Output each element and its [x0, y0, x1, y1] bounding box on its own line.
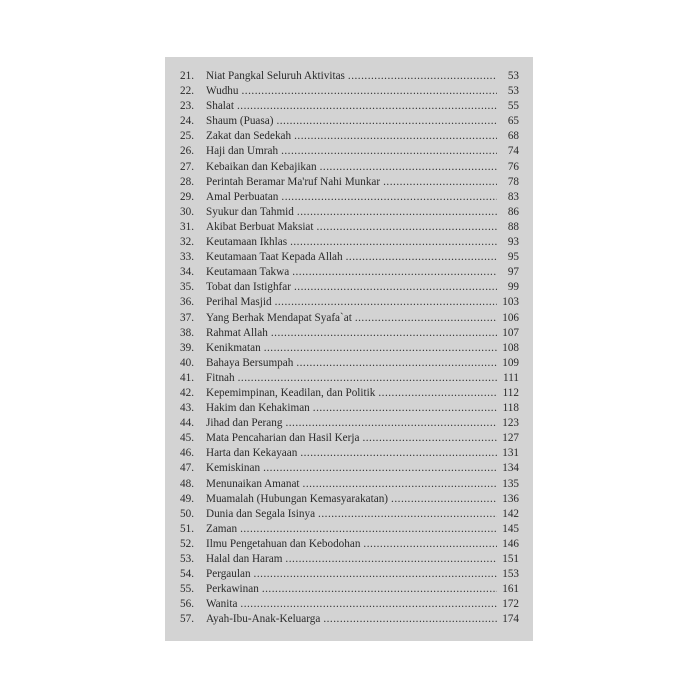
- toc-entry: [180, 160, 519, 175]
- toc-entry-title: Keutamaan Takwa: [206, 266, 290, 279]
- toc-entry-number: 50.: [180, 507, 194, 520]
- toc-entry: [180, 582, 519, 597]
- dot-leader: [320, 160, 497, 175]
- dot-leader: [294, 129, 497, 144]
- toc-entry: [180, 69, 519, 84]
- toc-entry-number: 42.: [180, 386, 194, 399]
- toc-entry-number: 37.: [180, 311, 194, 324]
- toc-entry: [180, 129, 519, 144]
- toc-entry-page-number: 123: [502, 417, 519, 430]
- toc-entry-title: Dunia dan Segala Isinya: [206, 507, 316, 520]
- toc-entry-page-number: 135: [502, 477, 519, 490]
- toc-entry-page-number: 55: [507, 100, 519, 113]
- toc-entry-page-number: 97: [507, 266, 519, 279]
- toc-entry-title: Menunaikan Amanat: [206, 477, 300, 490]
- dot-leader: [391, 492, 497, 507]
- toc-entry-page-number: 106: [502, 311, 519, 324]
- toc-entry-title: Fitnah: [206, 371, 235, 384]
- toc-entry-page-number: 95: [507, 251, 519, 264]
- toc-entry-page-number: 107: [502, 326, 519, 339]
- toc-entry-title: Kebaikan dan Kebajikan: [206, 160, 317, 173]
- dot-leader: [276, 114, 497, 129]
- toc-entry-number: 52.: [180, 537, 194, 550]
- toc-entry-title: Ilmu Pengetahuan dan Kebodohan: [206, 537, 361, 550]
- toc-entry-number: 23.: [180, 100, 194, 113]
- toc-entry: [180, 446, 519, 461]
- toc-entry-page-number: 78: [507, 175, 519, 188]
- toc-entry-page-number: 142: [502, 507, 519, 520]
- toc-entry-title: Jihad dan Perang: [206, 417, 283, 430]
- toc-entry-title: Wanita: [206, 598, 238, 611]
- dot-leader: [383, 175, 497, 190]
- toc-entry-number: 28.: [180, 175, 194, 188]
- toc-entry: [180, 507, 519, 522]
- toc-entry-title: Hakim dan Kehakiman: [206, 402, 310, 415]
- dot-leader: [323, 612, 497, 627]
- dot-leader: [285, 416, 497, 431]
- toc-entry-number: 22.: [180, 85, 194, 98]
- toc-entry-page-number: 134: [502, 462, 519, 475]
- toc-entry-page-number: 53: [507, 85, 519, 98]
- toc-entry-title: Kepemimpinan, Keadilan, dan Politik: [206, 386, 376, 399]
- toc-entry: [180, 567, 519, 582]
- toc-entry-number: 57.: [180, 613, 194, 626]
- toc-entry: [180, 280, 519, 295]
- toc-entry-number: 40.: [180, 356, 194, 369]
- toc-entry-page-number: 131: [502, 447, 519, 460]
- toc-entry: [180, 522, 519, 537]
- dot-leader: [281, 144, 497, 159]
- toc-entry-number: 43.: [180, 402, 194, 415]
- toc-entry: [180, 477, 519, 492]
- toc-entry: [180, 235, 519, 250]
- book-page: [165, 57, 533, 641]
- toc-entry-title: Shaum (Puasa): [206, 115, 274, 128]
- toc-entry: [180, 205, 519, 220]
- toc-entry-page-number: 127: [502, 432, 519, 445]
- toc-entry: [180, 597, 519, 612]
- dot-leader: [290, 235, 497, 250]
- toc-entry-page-number: 68: [507, 130, 519, 143]
- toc-entry-number: 49.: [180, 492, 194, 505]
- toc-entry-page-number: 172: [502, 598, 519, 611]
- toc-entry-title: Halal dan Haram: [206, 553, 283, 565]
- toc-entry-number: 26.: [180, 145, 194, 158]
- toc-entry-title: Rahmat Allah: [206, 326, 268, 339]
- toc-entry: [180, 220, 519, 235]
- table-of-contents: [180, 69, 519, 627]
- dot-leader: [296, 356, 497, 371]
- toc-entry-title: Haji dan Umrah: [206, 145, 279, 158]
- dot-leader: [263, 461, 497, 476]
- toc-entry: [180, 431, 519, 446]
- toc-entry-title: Syukur dan Tahmid: [206, 205, 294, 218]
- toc-entry-number: 32.: [180, 236, 194, 249]
- toc-entry-number: 34.: [180, 266, 194, 279]
- dot-leader: [254, 567, 497, 582]
- toc-entry-number: 45.: [180, 432, 194, 445]
- toc-entry: [180, 326, 519, 341]
- toc-entry-number: 33.: [180, 251, 194, 264]
- toc-entry-number: 53.: [180, 553, 194, 565]
- toc-entry-page-number: 151: [502, 553, 519, 565]
- toc-entry-title: Amal Perbuatan: [206, 190, 279, 203]
- toc-entry-title: Bahaya Bersumpah: [206, 356, 294, 369]
- toc-entry: [180, 311, 519, 326]
- dot-leader: [348, 69, 497, 84]
- toc-entry-number: 56.: [180, 598, 194, 611]
- toc-entry-title: Perintah Beramar Ma'ruf Nahi Munkar: [206, 175, 381, 188]
- toc-entry-page-number: 108: [502, 341, 519, 354]
- toc-entry-number: 21.: [180, 70, 194, 82]
- toc-entry-page-number: 146: [502, 537, 519, 550]
- toc-entry: [180, 371, 519, 386]
- toc-entry: [180, 492, 519, 507]
- toc-entry-title: Wudhu: [206, 85, 239, 98]
- toc-entry: [180, 537, 519, 552]
- toc-entry-number: 25.: [180, 130, 194, 143]
- toc-entry-page-number: 86: [507, 205, 519, 218]
- toc-entry-number: 46.: [180, 447, 194, 460]
- toc-entry-page-number: 145: [502, 522, 519, 535]
- toc-entry-title: Akibat Berbuat Maksiat: [206, 220, 314, 233]
- toc-entry-number: 47.: [180, 462, 194, 475]
- toc-entry-title: Keutamaan Taat Kepada Allah: [206, 251, 343, 264]
- dot-leader: [346, 250, 497, 265]
- toc-entry: [180, 386, 519, 401]
- toc-entry-number: 29.: [180, 190, 194, 203]
- dot-leader: [237, 99, 497, 114]
- toc-entry-number: 38.: [180, 326, 194, 339]
- toc-entry: [180, 356, 519, 371]
- dot-leader: [318, 507, 497, 522]
- dot-leader: [363, 537, 497, 552]
- toc-entry-title: Muamalah (Hubungan Kemasyarakatan): [206, 492, 389, 505]
- toc-entry-number: 27.: [180, 160, 194, 173]
- toc-entry-title: Shalat: [206, 100, 234, 113]
- toc-entry-title: Yang Berhak Mendapat Syafa`at: [206, 311, 352, 324]
- toc-entry-title: Zakat dan Sedekah: [206, 130, 292, 143]
- toc-entry: [180, 114, 519, 129]
- toc-entry-number: 39.: [180, 341, 194, 354]
- dot-leader: [297, 205, 497, 220]
- toc-entry-number: 55.: [180, 583, 194, 596]
- dot-leader: [294, 280, 497, 295]
- dot-leader: [271, 326, 497, 341]
- toc-entry-number: 44.: [180, 417, 194, 430]
- toc-entry-page-number: 93: [507, 236, 519, 249]
- dot-leader: [275, 295, 497, 310]
- toc-entry: [180, 552, 519, 567]
- toc-entry-page-number: 153: [502, 568, 519, 581]
- toc-entry-page-number: 53: [507, 70, 519, 82]
- toc-entry-page-number: 103: [502, 296, 519, 309]
- toc-entry-page-number: 118: [502, 402, 519, 415]
- toc-entry-page-number: 88: [507, 220, 519, 233]
- toc-entry: [180, 250, 519, 265]
- dot-leader: [313, 401, 497, 416]
- toc-entry-page-number: 161: [502, 583, 519, 596]
- toc-entry-number: 54.: [180, 568, 194, 581]
- toc-entry-page-number: 136: [502, 492, 519, 505]
- toc-entry-title: Niat Pangkal Seluruh Aktivitas: [206, 70, 345, 82]
- dot-leader: [240, 522, 497, 537]
- toc-entry-title: Tobat dan Istighfar: [206, 281, 291, 294]
- dot-leader: [300, 446, 497, 461]
- toc-entry: [180, 401, 519, 416]
- dot-leader: [292, 265, 497, 280]
- toc-entry: [180, 84, 519, 99]
- dot-leader: [238, 371, 497, 386]
- toc-entry: [180, 295, 519, 310]
- toc-entry-page-number: 76: [507, 160, 519, 173]
- toc-entry: [180, 341, 519, 356]
- toc-entry-title: Kemiskinan: [206, 462, 261, 475]
- toc-entry-title: Pergaulan: [206, 568, 251, 581]
- dot-leader: [362, 431, 497, 446]
- toc-entry-page-number: 109: [502, 356, 519, 369]
- toc-entry-page-number: 111: [503, 371, 519, 384]
- toc-entry-title: Perihal Masjid: [206, 296, 272, 309]
- toc-entry-page-number: 83: [507, 190, 519, 203]
- toc-entry-title: Harta dan Kekayaan: [206, 447, 298, 460]
- toc-entry: [180, 175, 519, 190]
- toc-entry-title: Ayah-Ibu-Anak-Keluarga: [206, 613, 321, 626]
- dot-leader: [317, 220, 498, 235]
- toc-entry-number: 36.: [180, 296, 194, 309]
- dot-leader: [378, 386, 497, 401]
- toc-entry: [180, 265, 519, 280]
- toc-entry: [180, 461, 519, 476]
- toc-entry-number: 31.: [180, 220, 194, 233]
- toc-entry-page-number: 99: [507, 281, 519, 294]
- toc-entry-page-number: 74: [507, 145, 519, 158]
- toc-entry-title: Keutamaan Ikhlas: [206, 236, 288, 249]
- dot-leader: [262, 582, 497, 597]
- toc-entry-title: Zaman: [206, 522, 238, 535]
- toc-entry: [180, 416, 519, 431]
- toc-entry-title: Perkawinan: [206, 583, 259, 596]
- toc-entry-number: 51.: [180, 522, 194, 535]
- toc-entry-number: 24.: [180, 115, 194, 128]
- toc-entry-page-number: 174: [502, 613, 519, 626]
- toc-entry: [180, 99, 519, 114]
- toc-entry: [180, 612, 519, 627]
- toc-entry-number: 48.: [180, 477, 194, 490]
- dot-leader: [242, 84, 498, 99]
- toc-entry-title: Mata Pencaharian dan Hasil Kerja: [206, 432, 360, 445]
- toc-entry: [180, 190, 519, 205]
- dot-leader: [264, 341, 497, 356]
- toc-entry-number: 41.: [180, 371, 194, 384]
- toc-entry-title: Kenikmatan: [206, 341, 261, 354]
- dot-leader: [285, 552, 497, 567]
- toc-entry-number: 30.: [180, 205, 194, 218]
- toc-entry: [180, 144, 519, 159]
- toc-entry-number: 35.: [180, 281, 194, 294]
- dot-leader: [240, 597, 497, 612]
- toc-entry-page-number: 65: [507, 115, 519, 128]
- dot-leader: [303, 477, 497, 492]
- dot-leader: [281, 190, 497, 205]
- toc-entry-page-number: 112: [502, 386, 519, 399]
- dot-leader: [355, 311, 497, 326]
